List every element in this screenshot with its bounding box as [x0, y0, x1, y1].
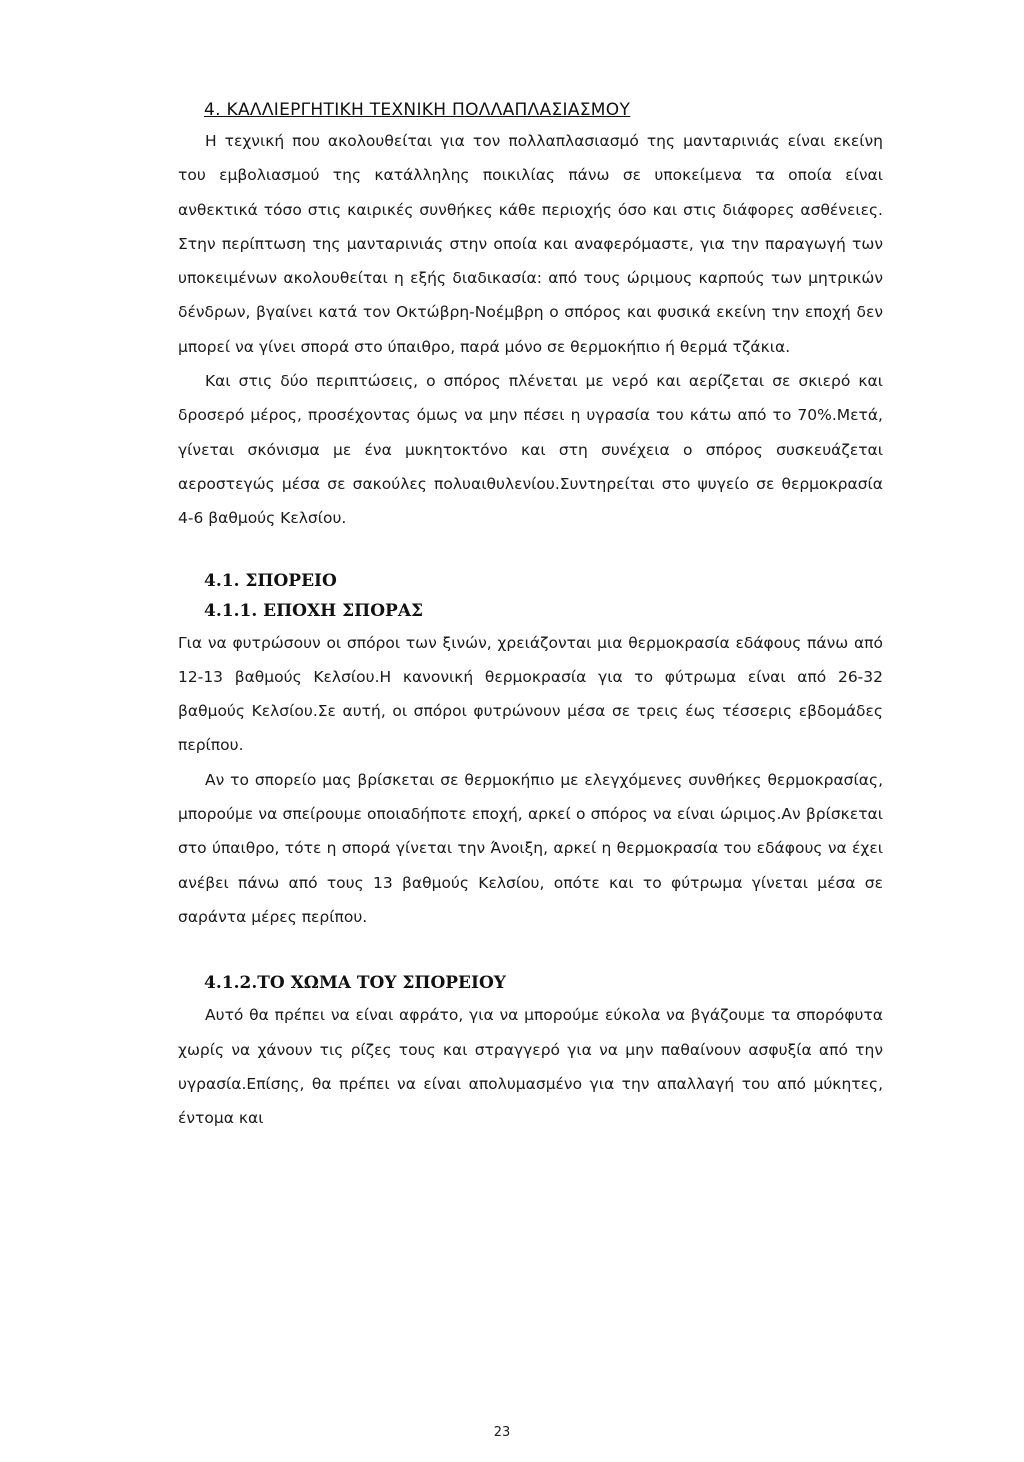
section-4-heading: 4. ΚΑΛΛΙΕΡΓΗΤΙΚΗ ΤΕΧΝΙΚΗ ΠΟΛΛΑΠΛΑΣΙΑΣΜΟΥ: [204, 100, 631, 120]
section-4-paragraph-2: Και στις δύο περιπτώσεις, ο σπόρος πλένεται με νερό και αερίζεται σε σκιερό και δροσερό μέρος, προσέχοντας όμως να μην πέσει η υγρασία του κάτω από το 70%.Μετά, γίνεται σκόνισμα με ένα μυκητοκτόνο και στη συνέχεια ο σπόρος συσκευάζεται αεροστεγώς μέσα σε σακούλες πολυαιθυλενίου.Συντηρείται στο ψυγείο σε θερμοκρασία 4-6 βαθμούς Κελσίου.: [178, 372, 883, 528]
section-4-1-1-heading: 4.1.1. ΕΠΟΧΗ ΣΠΟΡΑΣ: [204, 600, 424, 621]
spacer: [178, 934, 883, 968]
section-4-paragraph-1: Η τεχνική που ακολουθείται για τον πολλαπλασιασμό της μανταρινιάς είναι εκείνη του εμβολιασμού της κατάλληλης ποικιλίας πάνω σε υποκείμενα τα οποία είναι ανθεκτικά τόσο στις καιρικές συνθήκες κάθε περιοχής όσο και στις διάφορες ασθένειες. Στην περίπτωση της μανταρινιάς στην οποία και αναφερόμαστε, για την παραγωγή των υποκειμένων ακολουθείται η εξής διαδικασία: από τους ώριμους καρπούς των μητρικών δένδρων, βγαίνει κατά τον Οκτώβρη-Νοέμβρη ο σπόρος και φυσικά εκείνη την εποχή δεν μπορεί να γίνει σπορά στο ύπαιθρο, παρά μόνο σε θερμοκήπιο ή θερμά τζάκια.: [178, 132, 883, 356]
section-4-1-heading: 4.1. ΣΠΟΡΕΙΟ: [204, 570, 337, 591]
spacer: [178, 536, 883, 566]
section-4-1-1-paragraph-1: Για να φυτρώσουν οι σπόροι των ξινών, χρειάζονται μια θερμοκρασία εδάφους πάνω από 12-13 βαθμούς Κελσίου.Η κανονική θερμοκρασία για το φύτρωμα είναι από 26-32 βαθμούς Κελσίου.Σε αυτή, οι σπόροι φυτρώνουν μέσα σε τρεις έως τέσσερις εβδομάδες περίπου.: [178, 633, 883, 755]
document-body: [178, 96, 883, 1135]
page-number: 23: [493, 1425, 511, 1440]
section-4-1-2-heading: 4.1.2.ΤΟ ΧΩΜΑ ΤΟΥ ΣΠΟΡΕΙΟΥ: [204, 973, 506, 994]
section-4-1-1-paragraph-2: Αν το σπορείο μας βρίσκεται σε θερμοκήπιο με ελεγχόμενες συνθήκες θερμοκρασίας, μπορούμε να σπείρουμε οποιαδήποτε εποχή, αρκεί ο σπόρος να είναι ώριμος.Αν βρίσκεται στο ύπαιθρο, τότε η σπορά γίνεται την Άνοιξη, αρκεί η θερμοκρασία του εδάφους να έχει ανέβει πάνω από τους 13 βαθμούς Κελσίου, οπότε και το φύτρωμα γίνεται μέσα σε σαράντα μέρες περίπου.: [178, 770, 883, 926]
section-4-1-2-paragraph-1: Αυτό θα πρέπει να είναι αφράτο, για να μπορούμε εύκολα να βγάζουμε τα σπορόφυτα χωρίς να χάνουν τις ρίζες τους και στραγγερό για να μην παθαίνουν ασφυξία από την υγρασία.Επίσης, θα πρέπει να είναι απολυμασμένο για την απαλλαγή του από μύκητες, έντομα και: [178, 1006, 883, 1128]
